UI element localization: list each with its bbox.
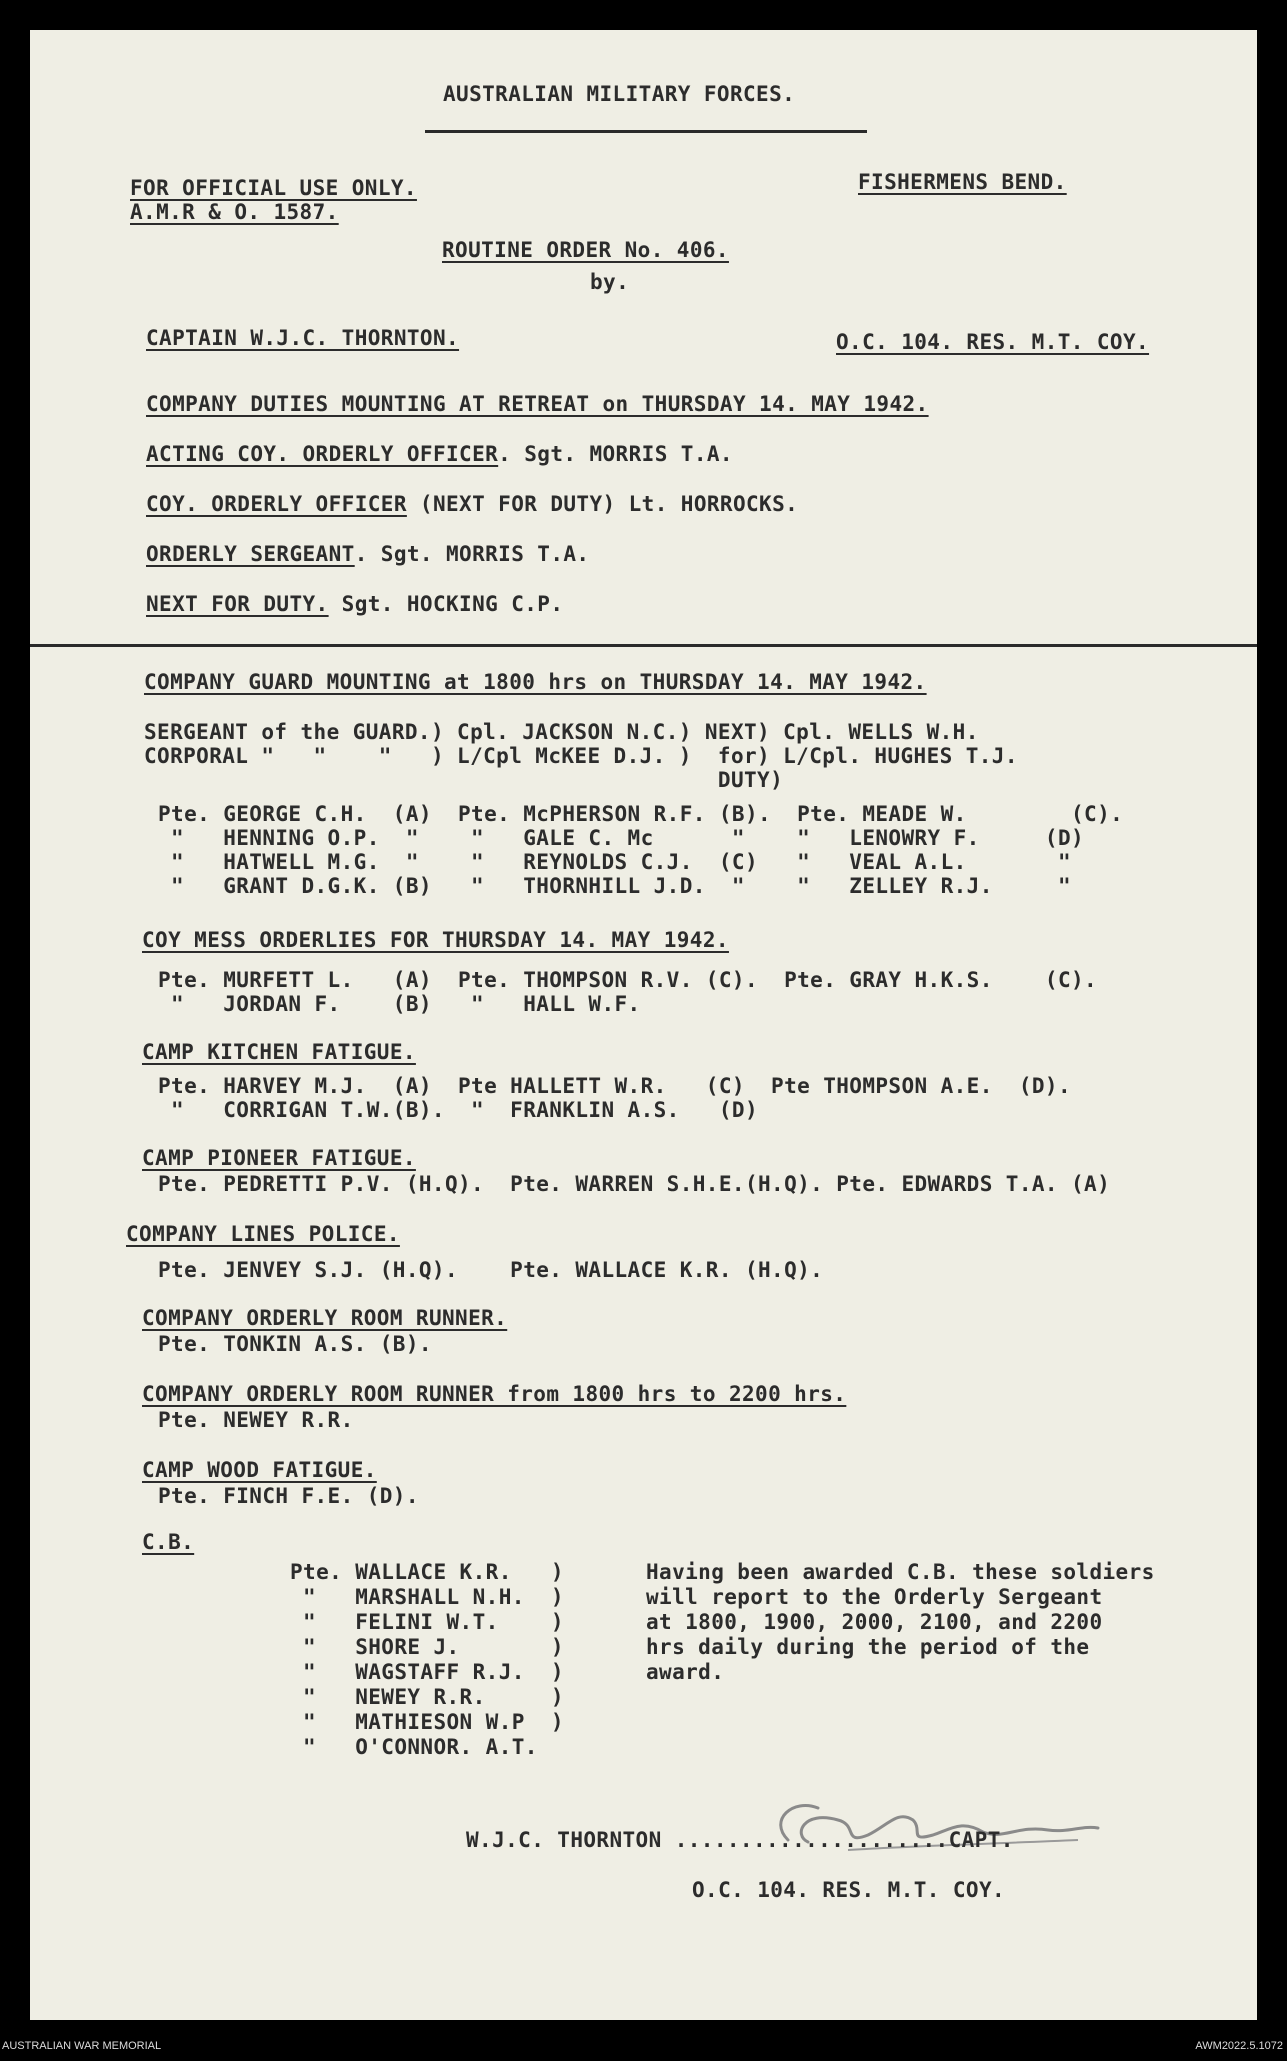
guard-privates-row-1: Pte. GEORGE C.H. (A) Pte. McPHERSON R.F. (B). Pte. MEADE W. (C). — [158, 802, 1124, 826]
pioneer-row-1: Pte. PEDRETTI P.V. (H.Q). Pte. WARREN S.H.E.(H.Q). Pte. EDWARDS T.A. (A) — [158, 1172, 1111, 1196]
police-row-1: Pte. JENVEY S.J. (H.Q). Pte. WALLACE K.R. (H.Q). — [158, 1258, 824, 1282]
title-rule — [425, 130, 867, 133]
next-for-duty-label: NEXT FOR DUTY. — [146, 592, 329, 616]
section-divider — [30, 644, 1257, 647]
orderly-sergeant-label: ORDERLY SERGEANT — [146, 542, 355, 566]
unit-name: O.C. 104. RES. M.T. COY. — [836, 330, 1150, 354]
acting-orderly-officer-label: ACTING COY. ORDERLY OFFICER — [146, 442, 499, 466]
cb-note-line: award. — [646, 1660, 725, 1684]
by-label: by. — [590, 270, 630, 294]
guard-row-3: DUTY) — [144, 768, 784, 792]
document-page — [30, 30, 1257, 2020]
guard-row-1: SERGEANT of the GUARD.) Cpl. JACKSON N.C.) NEXT) Cpl. WELLS W.H. — [144, 720, 979, 744]
cb-name: " NEWEY R.R. ) — [290, 1685, 564, 1709]
cb-note-line: Having been awarded C.B. these soldiers — [646, 1560, 1155, 1584]
kitchen-row-2: " CORRIGAN T.W.(B). " FRANKLIN A.S. (D) — [158, 1098, 758, 1122]
coy-orderly-officer-value: (NEXT FOR DUTY) Lt. HORROCKS. — [406, 492, 799, 516]
coy-orderly-officer-label: COY. ORDERLY OFFICER — [146, 492, 407, 516]
handwritten-signature — [748, 1780, 1118, 1870]
kitchen-heading: CAMP KITCHEN FATIGUE. — [142, 1040, 416, 1064]
orderly-sergeant-value: . Sgt. MORRIS T.A. — [354, 542, 590, 566]
cb-note-line: will report to the Orderly Sergeant — [646, 1585, 1103, 1609]
cb-name: " MATHIESON W.P ) — [290, 1710, 564, 1734]
document-title: AUSTRALIAN MILITARY FORCES. — [443, 82, 796, 106]
wood-row-1: Pte. FINCH F.E. (D). — [158, 1484, 419, 1508]
acting-orderly-officer-value: . Sgt. MORRIS T.A. — [498, 442, 733, 466]
guard-heading: COMPANY GUARD MOUNTING at 1800 hrs on THURSDAY 14. MAY 1942. — [144, 670, 927, 694]
runner-evening-heading: COMPANY ORDERLY ROOM RUNNER from 1800 hrs to 2200 hrs. — [142, 1382, 847, 1406]
captain-name: CAPTAIN W.J.C. THORNTON. — [146, 326, 460, 350]
cb-name: " MARSHALL N.H. ) — [290, 1585, 564, 1609]
cb-name: " WAGSTAFF R.J. ) — [290, 1660, 564, 1684]
next-for-duty — [146, 592, 563, 616]
guard-privates-row-4: " GRANT D.G.K. (B) " THORNHILL J.D. " " ZELLEY R.J. " — [158, 874, 1072, 898]
runner-evening-row-1: Pte. NEWEY R.R. — [158, 1408, 354, 1432]
next-for-duty-value: Sgt. HOCKING C.P. — [328, 592, 564, 616]
cb-note-line: hrs daily during the period of the — [646, 1635, 1090, 1659]
footer-credit: AUSTRALIAN WAR MEMORIAL — [2, 2040, 162, 2052]
footer-accession: AWM2022.5.1072 — [1195, 2040, 1283, 2052]
mess-row-1: Pte. MURFETT L. (A) Pte. THOMPSON R.V. (C). Pte. GRAY H.K.S. (C). — [158, 968, 1098, 992]
acting-orderly-officer — [146, 442, 733, 466]
guard-row-2: CORPORAL " " " ) L/Cpl McKEE D.J. ) for) L/Cpl. HUGHES T.J. — [144, 744, 1018, 768]
cb-heading: C.B. — [142, 1530, 195, 1554]
runner-heading: COMPANY ORDERLY ROOM RUNNER. — [142, 1306, 508, 1330]
guard-privates-row-3: " HATWELL M.G. " " REYNOLDS C.J. (C) " VEAL A.L. " — [158, 850, 1072, 874]
reference-number: A.M.R & O. 1587. — [130, 200, 339, 224]
mess-heading: COY MESS ORDERLIES FOR THURSDAY 14. MAY 1942. — [142, 928, 729, 952]
location-label: FISHERMENS BEND. — [858, 170, 1067, 194]
signoff-unit: O.C. 104. RES. M.T. COY. — [692, 1878, 1006, 1902]
orderly-sergeant — [146, 542, 589, 566]
coy-orderly-officer — [146, 492, 798, 516]
cb-name: " FELINI W.T. ) — [290, 1610, 564, 1634]
duties-heading: COMPANY DUTIES MOUNTING AT RETREAT on THURSDAY 14. MAY 1942. — [146, 392, 929, 416]
cb-name: " O'CONNOR. A.T. — [290, 1735, 538, 1759]
kitchen-row-1: Pte. HARVEY M.J. (A) Pte HALLETT W.R. (C) Pte THOMPSON A.E. (D). — [158, 1074, 1072, 1098]
police-heading: COMPANY LINES POLICE. — [126, 1222, 400, 1246]
official-use-label: FOR OFFICIAL USE ONLY. — [130, 176, 417, 200]
routine-order-number: ROUTINE ORDER No. 406. — [442, 238, 729, 262]
cb-name: " SHORE J. ) — [290, 1635, 564, 1659]
guard-privates-row-2: " HENNING O.P. " " GALE C. Mc " " LENOWRY F. (D) — [158, 826, 1085, 850]
runner-row-1: Pte. TONKIN A.S. (B). — [158, 1332, 432, 1356]
cb-name: Pte. WALLACE K.R. ) — [290, 1560, 564, 1584]
wood-heading: CAMP WOOD FATIGUE. — [142, 1458, 377, 1482]
mess-row-2: " JORDAN F. (B) " HALL W.F. — [158, 992, 641, 1016]
pioneer-heading: CAMP PIONEER FATIGUE. — [142, 1146, 416, 1170]
cb-note-line: at 1800, 1900, 2000, 2100, and 2200 — [646, 1610, 1103, 1634]
signoff-name: W.J.C. THORNTON .....................CAPT. — [466, 1828, 1014, 1852]
